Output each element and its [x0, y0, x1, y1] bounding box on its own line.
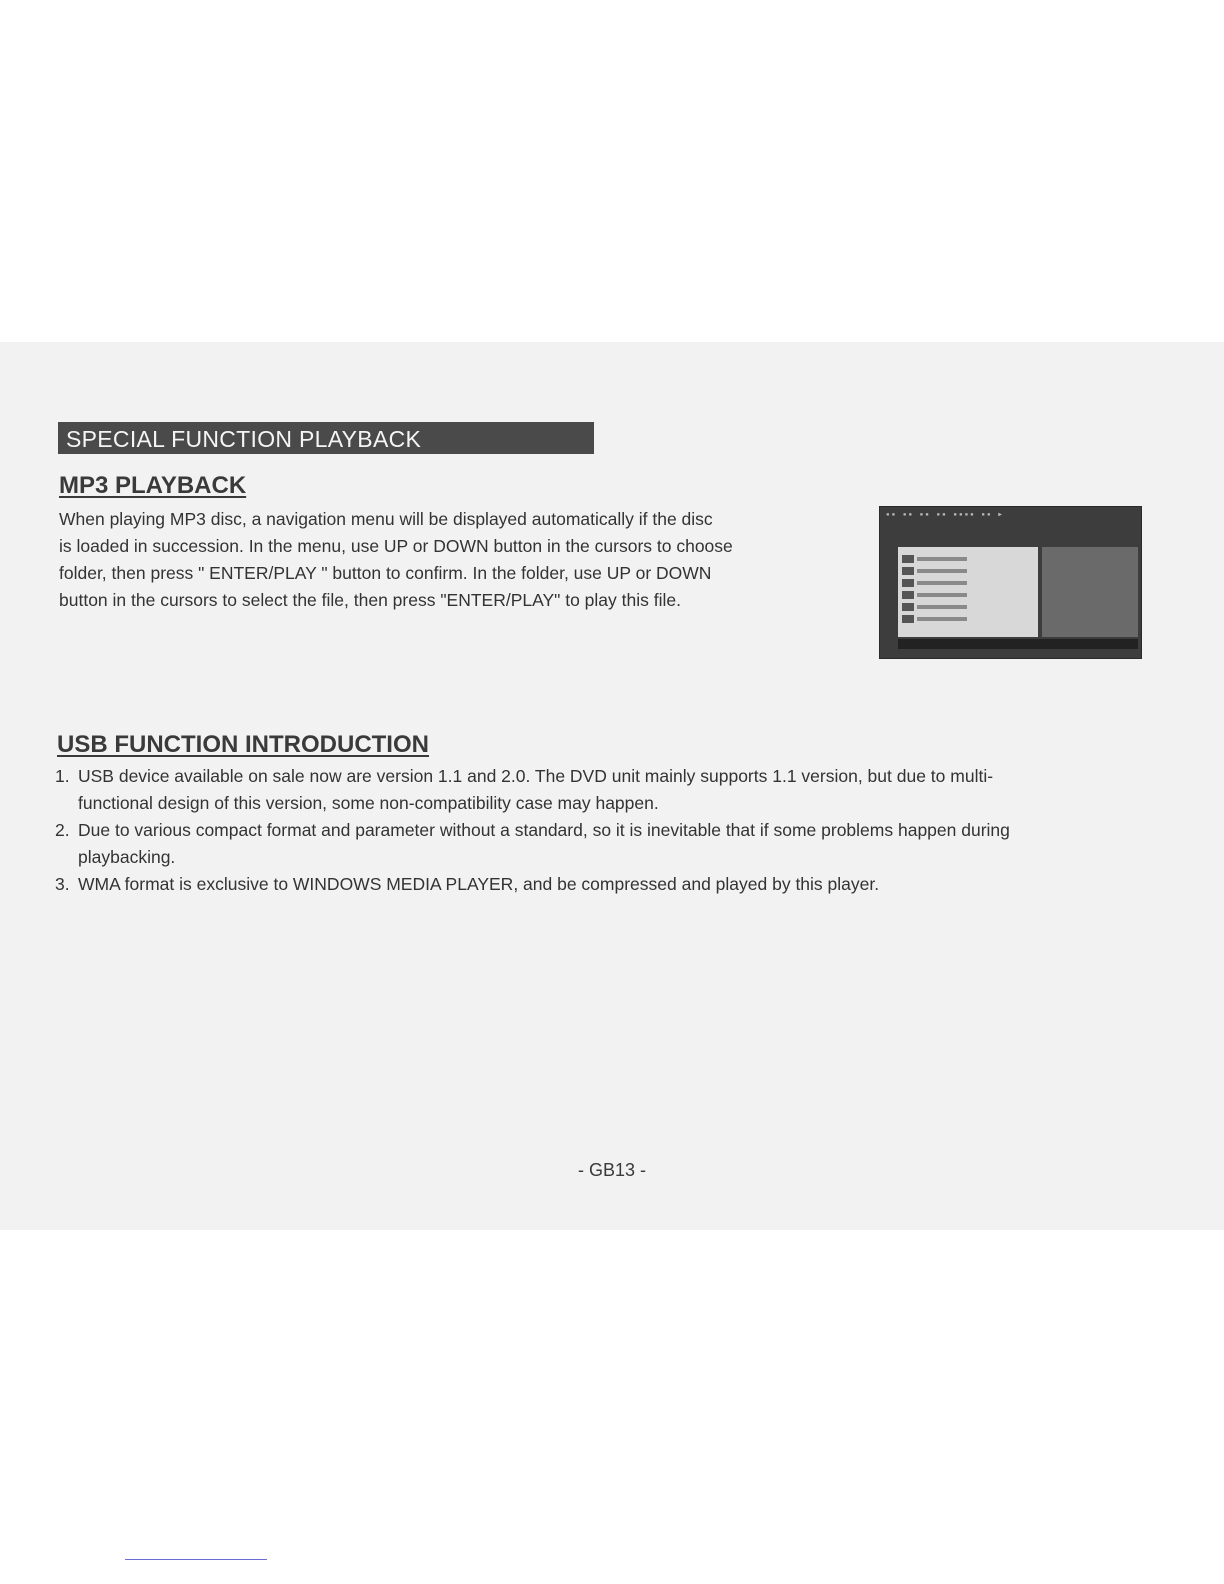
- list-item-number: 3.: [55, 874, 70, 894]
- mp3-paragraph-line: folder, then press " ENTER/PLAY " button to confirm. In the folder, use UP or DOWN: [59, 563, 712, 583]
- list-item: [55, 871, 1165, 898]
- usb-function-list: [55, 763, 1165, 898]
- section-banner: [58, 422, 594, 454]
- mp3-playback-heading: MP3 PLAYBACK: [59, 472, 247, 499]
- folder-icon: [902, 591, 914, 599]
- folder-icon: [902, 579, 914, 587]
- screenshot-file-row: [902, 615, 982, 624]
- list-item: [55, 763, 1165, 817]
- screenshot-file-row: [902, 591, 982, 600]
- usb-function-heading: USB FUNCTION INTRODUCTION: [57, 731, 429, 758]
- footer-divider: [125, 1559, 267, 1560]
- list-item-line: USB device available on sale now are version 1.1 and 2.0. The DVD unit mainly supports 1.1 version, but due to multi-: [78, 766, 994, 786]
- screenshot-file-row: [902, 555, 982, 564]
- mp3-paragraph-line: button in the cursors to select the file, then press "ENTER/PLAY" to play this file.: [59, 590, 681, 610]
- page-number: - GB13 -: [577, 1160, 647, 1180]
- mp3-navigation-menu-screenshot: [879, 506, 1142, 659]
- screenshot-file-row: [902, 579, 982, 588]
- list-item-line: WMA format is exclusive to WINDOWS MEDIA PLAYER, and be compressed and played by this player.: [78, 874, 880, 894]
- mp3-paragraph-line: is loaded in succession. In the menu, use UP or DOWN button in the cursors to choose: [59, 536, 733, 556]
- folder-icon: [902, 615, 914, 623]
- list-item-number: 2.: [55, 820, 70, 840]
- section-banner-title: SPECIAL FUNCTION PLAYBACK: [66, 426, 422, 452]
- screenshot-bottom-bar: [898, 639, 1138, 649]
- list-item-text: [78, 817, 1165, 871]
- folder-icon: [902, 555, 914, 563]
- list-item-line: playbacking.: [78, 847, 176, 867]
- screenshot-preview-pane: [1042, 547, 1138, 637]
- mp3-playback-paragraph: [59, 506, 849, 614]
- screenshot-status-bar: ▪▪ ▪▪ ▪▪ ▪▪ ▪▪▪▪ ▪▪ ▶: [886, 511, 1004, 518]
- screenshot-file-row: [902, 603, 982, 612]
- list-item-text: [78, 763, 1165, 817]
- list-item: [55, 817, 1165, 871]
- mp3-paragraph-line: When playing MP3 disc, a navigation menu will be displayed automatically if the disc: [59, 509, 713, 529]
- list-item-text: [78, 871, 1165, 898]
- folder-icon: [902, 603, 914, 611]
- folder-icon: [902, 567, 914, 575]
- screenshot-file-row: [902, 567, 982, 576]
- list-item-number: 1.: [55, 766, 70, 786]
- list-item-line: Due to various compact format and parameter without a standard, so it is inevitable that if some problems happen during: [78, 820, 1010, 840]
- list-item-line: functional design of this version, some non-compatibility case may happen.: [78, 793, 659, 813]
